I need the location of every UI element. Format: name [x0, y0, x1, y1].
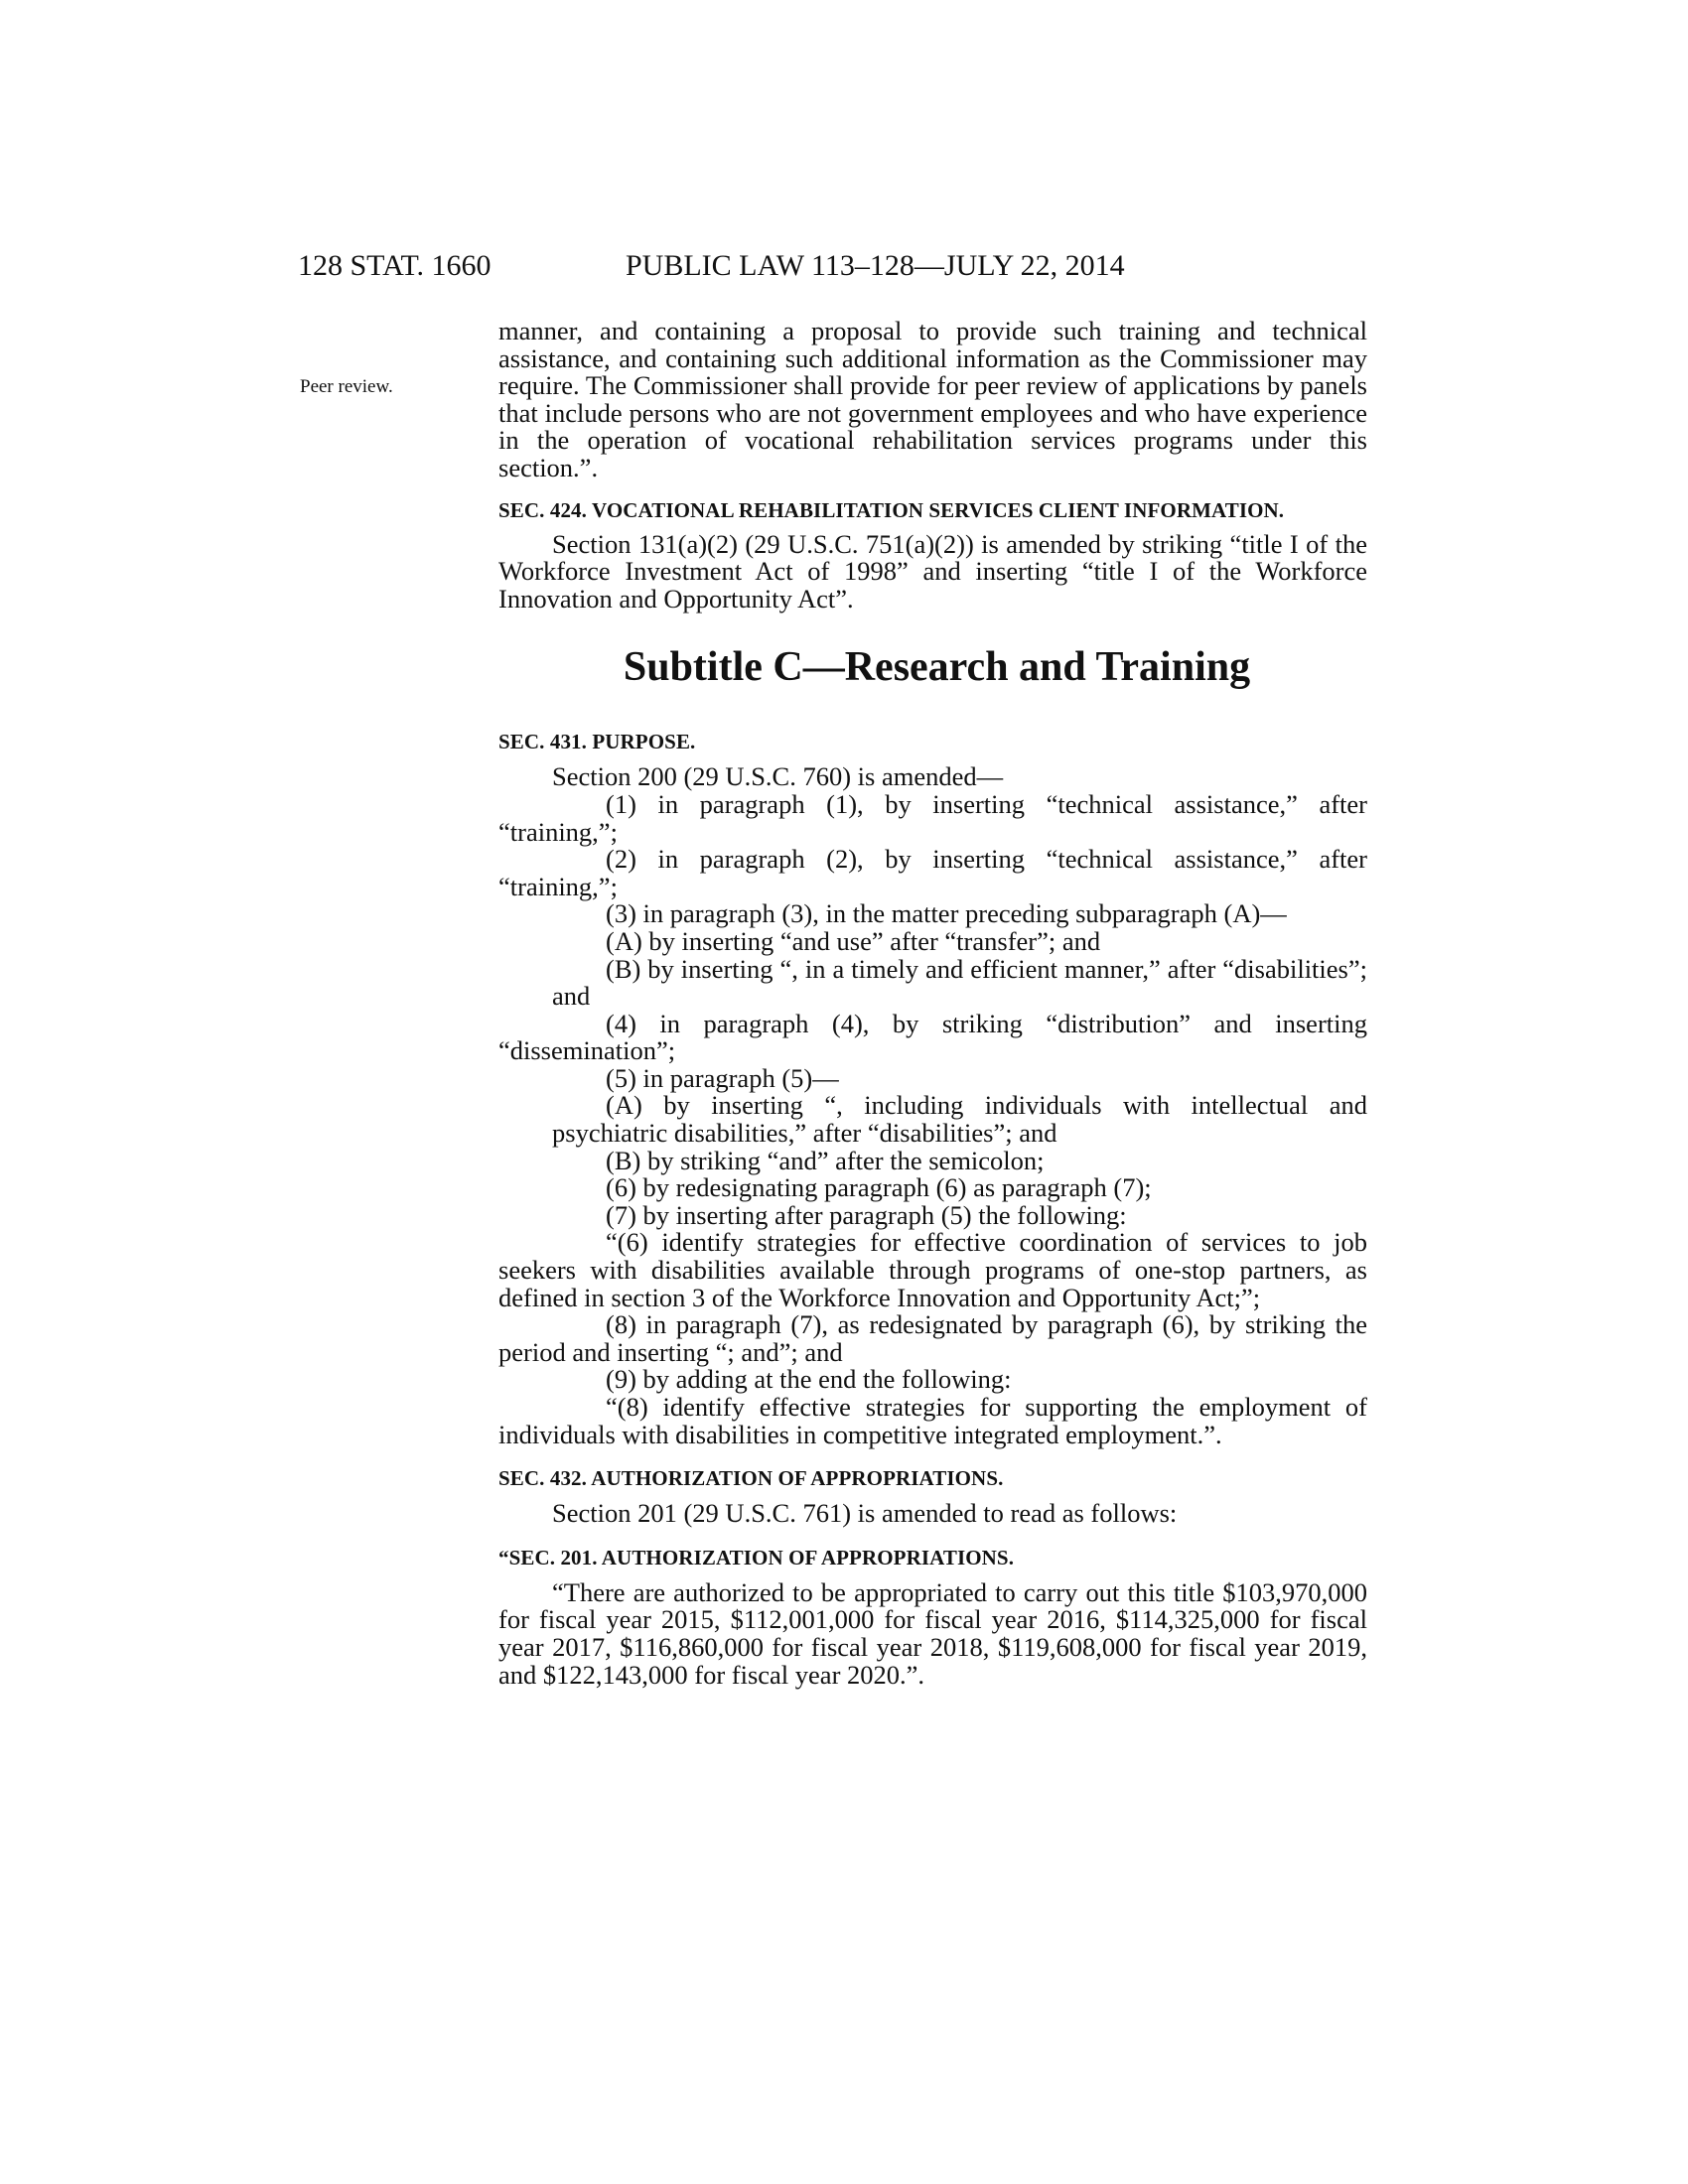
- section-424-heading: SEC. 424. VOCATIONAL REHABILITATION SERVICES CLIENT INFORMATION.: [498, 497, 1285, 522]
- amendment-paragraph-3: (3) in paragraph (3), in the matter preceding subparagraph (A)—: [606, 898, 1287, 929]
- inserted-paragraph-6: “(6) identify strategies for effective coordination of services to job seekers with disabilities available through programs of one-stop partners, as defined in section 3 of the Workforce Innovation and Opportunity Act;”;: [498, 1227, 1367, 1312]
- section-431-heading: SEC. 431. PURPOSE.: [498, 730, 696, 754]
- body-text: [498, 318, 1367, 1689]
- amendment-paragraph-2: (2) in paragraph (2), by inserting “technical assistance,” after “training,”;: [498, 844, 1367, 901]
- section-432-heading: SEC. 432. AUTHORIZATION OF APPROPRIATIONS.: [498, 1466, 1004, 1491]
- inserted-paragraph-8: “(8) identify effective strategies for supporting the employment of individuals with disabilities in competitive integrated employment.”.: [498, 1392, 1367, 1449]
- amendment-paragraph-5: (5) in paragraph (5)—: [606, 1062, 839, 1093]
- subtitle-heading: Subtitle C—Research and Training: [623, 644, 1251, 691]
- amendment-paragraph-4: (4) in paragraph (4), by striking “distribution” and inserting “dissemination”;: [498, 1008, 1367, 1066]
- amendment-paragraph-9: (9) by adding at the end the following:: [606, 1364, 1012, 1395]
- amendment-paragraph-1: (1) in paragraph (1), by inserting “technical assistance,” after “training,”;: [498, 788, 1367, 847]
- amendment-subparagraph-3b: (B) by inserting “, in a timely and efficient manner,” after “disabilities”; and: [552, 953, 1367, 1012]
- continuation-paragraph: manner, and containing a proposal to provide such training and technical assistance, and containing such additional information as the Commissioner may require. The Commissioner shall provide for peer review of applications by panels that include persons who are not government employees and who have experience in the operation of vocational rehabilitation services programs under this section.”.: [498, 316, 1367, 482]
- amendment-subparagraph-5a: (A) by inserting “, including individuals with intellectual and psychiatric disabilities,” after “disabilities”; and: [552, 1090, 1367, 1149]
- statute-page-reference: 128 STAT. 1660: [298, 249, 492, 282]
- amendment-subparagraph-5b: (B) by striking “and” after the semicolon;: [606, 1145, 1045, 1175]
- amendment-paragraph-8: (8) in paragraph (7), as redesignated by paragraph (6), by striking the period and inserting “; and”; and: [498, 1309, 1367, 1367]
- amendment-subparagraph-3a: (A) by inserting “and use” after “transfer”; and: [606, 925, 1101, 956]
- section-201-text: “There are authorized to be appropriated to carry out this title $103,970,000 for fiscal year 2015, $112,001,000 for fiscal year 2016, $114,325,000 for fiscal year 2017, $116,860,000 for fiscal year 2018, $119,608,000 for fiscal year 2019, and $122,143,000 for fiscal year 2020.”.: [498, 1576, 1367, 1690]
- amendment-paragraph-6: (6) by redesignating paragraph (6) as paragraph (7);: [606, 1172, 1152, 1203]
- section-431-intro: Section 200 (29 U.S.C. 760) is amended—: [552, 761, 1004, 792]
- section-432-text: Section 201 (29 U.S.C. 761) is amended to read as follows:: [552, 1498, 1178, 1529]
- running-head-title: PUBLIC LAW 113–128—JULY 22, 2014: [626, 249, 1125, 282]
- amendment-paragraph-7: (7) by inserting after paragraph (5) the following:: [606, 1199, 1127, 1230]
- running-head: [298, 246, 1370, 286]
- section-424-text: Section 131(a)(2) (29 U.S.C. 751(a)(2)) is amended by striking “title I of the Workforce Investment Act of 1998” and inserting “title I of the Workforce Innovation and Opportunity Act”.: [498, 528, 1367, 614]
- margin-note: Peer review.: [300, 376, 393, 397]
- section-201-heading: “SEC. 201. AUTHORIZATION OF APPROPRIATIONS.: [498, 1545, 1015, 1570]
